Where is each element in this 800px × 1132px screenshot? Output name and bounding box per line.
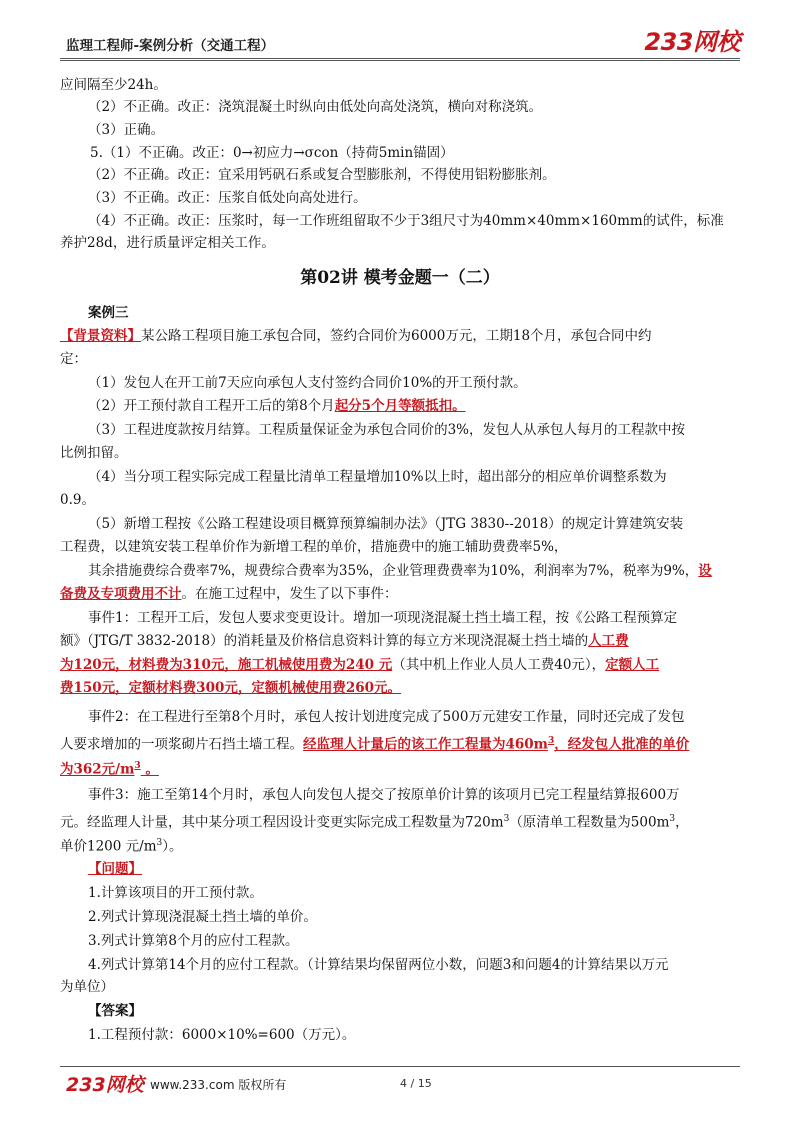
text-span: ， — [675, 814, 689, 831]
text-line — [88, 860, 142, 878]
text-line: （4）不正确。改正：压浆时，每一工作班组留取不少于3组尺寸为40mm×40mm×160mm的试件，标准 — [88, 213, 724, 229]
text-line: （2）不正确。改正：浇筑混凝土时纵向由低处向高处浇筑，横向对称浇筑。 — [88, 99, 543, 115]
text-line — [60, 810, 689, 832]
text-line: （2）不正确。改正：宜采用钙矾石系或复合型膨胀剂，不得使用铝粉膨胀剂。 — [88, 167, 556, 183]
page-number: 4 / 15 — [400, 1077, 432, 1090]
text-line — [60, 757, 159, 779]
text-line: （1）发包人在开工前7天应向承包人支付签约合同价10%的开工预付款。 — [88, 375, 527, 391]
text-line: 事件3：施工至第14个月时，承包人向发包人提交了按原单价计算的该项月已完工程量结算报600万 — [88, 787, 680, 803]
question-tag: 【问题】 — [88, 861, 142, 877]
background-tag: 【背景资料】 — [60, 328, 141, 344]
text-line: 为单位） — [60, 979, 114, 995]
text-span: （原清单工程数量为500m — [509, 814, 670, 831]
text-line — [60, 732, 689, 754]
highlight-text: 定额人工 — [605, 657, 660, 673]
text-span: 元。经监理人计量，其中某分项工程因设计变更实际完成工程数量为720m — [60, 814, 504, 831]
text-line: 0.9。 — [60, 492, 95, 508]
answer-item: 1.工程预付款：6000×10%=600（万元）。 — [88, 1027, 356, 1043]
text-line: 比例扣留。 — [60, 445, 128, 461]
question-item: 2.列式计算现浇混凝土挡土墙的单价。 — [88, 909, 317, 925]
text-line: 工程费，以建筑安装工程单价作为新增工程的单价，措施费中的施工辅助费费率5%， — [60, 539, 568, 555]
text-line: 养护28d，进行质量评定相关工作。 — [60, 235, 275, 251]
text-span: 单价1200 元/m — [60, 838, 157, 855]
text-line: （4）当分项工程实际完成工程量比清单工程量增加10%以上时，超出部分的相应单价调整系数为 — [88, 469, 667, 485]
text-line: 5.（1）不正确。改正：0→初应力→σcon（持荷5min锚固） — [90, 145, 454, 161]
text-line: 事件2：在工程进行至第8个月时，承包人按计划进度完成了500万元建安工作量，同时还完成了发包 — [88, 709, 685, 725]
footer-divider — [60, 1066, 740, 1067]
header-title: 监理工程师-案例分析（交通工程） — [66, 38, 275, 54]
text-span: 人要求增加的一项浆砌片石挡土墙工程。 — [60, 736, 303, 753]
text-line — [60, 834, 182, 856]
text-span: （其中机上作业人员人工费40元）， — [392, 657, 606, 673]
highlight-text: 为120元，材料费为310元，施工机械使用费为240 元 — [60, 657, 393, 673]
text-line: （3）工程进度款按月结算。工程质量保证金为承包合同价的3%，发包人从承包人每月的工程款中按 — [88, 422, 686, 438]
page-header — [60, 22, 740, 62]
text-span: （2）开工预付款自工程开工后的第8个月 — [88, 398, 335, 414]
text-line: 定： — [60, 351, 87, 367]
brand-logo: 233网校 — [644, 28, 740, 56]
text-line: 应间隔至少24h。 — [60, 77, 167, 93]
text-line — [88, 562, 712, 580]
text-line — [88, 397, 466, 415]
highlight-text: 起分5个月等额抵扣。 — [334, 398, 466, 414]
highlight-text: ，经发包人批准的单价 — [554, 736, 690, 753]
lecture-title: 第02讲 模考金题一（二） — [300, 268, 500, 288]
question-item: 4.列式计算第14个月的应付工程款。（计算结果均保留两位小数，问题3和问题4的计算结果以万元 — [88, 957, 669, 973]
superscript: 3 — [134, 761, 141, 771]
superscript: 3 — [503, 814, 510, 824]
text-span: ）。 — [162, 838, 183, 855]
text-line — [60, 585, 398, 603]
highlight-text: 。 — [140, 761, 159, 778]
question-item: 1.计算该项目的开工预付款。 — [88, 885, 263, 901]
highlight-text: 为362元/m — [60, 761, 135, 778]
case-label: 案例三 — [88, 305, 129, 321]
highlight-text: 人工费 — [588, 633, 629, 649]
text-span: 。在施工过程中，发生了以下事件： — [181, 586, 398, 602]
superscript: 3 — [547, 736, 555, 746]
highlight-text: 经监理人计量后的该工作工程量为460m — [303, 736, 548, 753]
footer-logo: 233网校 — [66, 1074, 144, 1096]
text-line: （3）不正确。改正：压浆自低处向高处进行。 — [88, 190, 367, 206]
superscript: 3 — [156, 838, 163, 848]
superscript: 3 — [669, 814, 676, 824]
text-line: （5）新增工程按《公路工程建设项目概算预算编制办法》（JTG 3830--2018）的规定计算建筑安装 — [88, 516, 684, 532]
header-divider — [60, 58, 740, 61]
highlight-text: 备费及专项费用不计 — [60, 586, 182, 602]
text-line — [60, 327, 652, 345]
text-line — [60, 679, 401, 697]
text-span: 某公路工程项目施工承包合同，签约合同价为6000万元，工期18个月，承包合同中约 — [141, 328, 652, 344]
text-line — [60, 632, 629, 650]
question-item: 3.列式计算第8个月的应付工程款。 — [88, 933, 299, 949]
text-line — [60, 656, 659, 674]
text-line: 事件1：工程开工后，发包人要求变更设计。增加一项现浇混凝土挡土墙工程，按《公路工程预算定 — [88, 610, 678, 626]
highlight-text: 设 — [698, 563, 712, 579]
text-span: 额》（JTG/T 3832-2018）的消耗量及价格信息资料计算的每立方米现浇混凝土挡土墙的 — [60, 633, 589, 649]
highlight-text: 费150元，定额材料费300元，定额机械使用费260元。 — [60, 680, 402, 696]
text-line: （3）正确。 — [88, 122, 165, 138]
answer-tag: 【答案】 — [88, 1003, 142, 1019]
footer-copyright: www.233.com 版权所有 — [150, 1078, 287, 1092]
text-span: 其余措施费综合费率7%，规费综合费率为35%，企业管理费费率为10%，利润率为7%，税率为9%， — [88, 563, 699, 579]
